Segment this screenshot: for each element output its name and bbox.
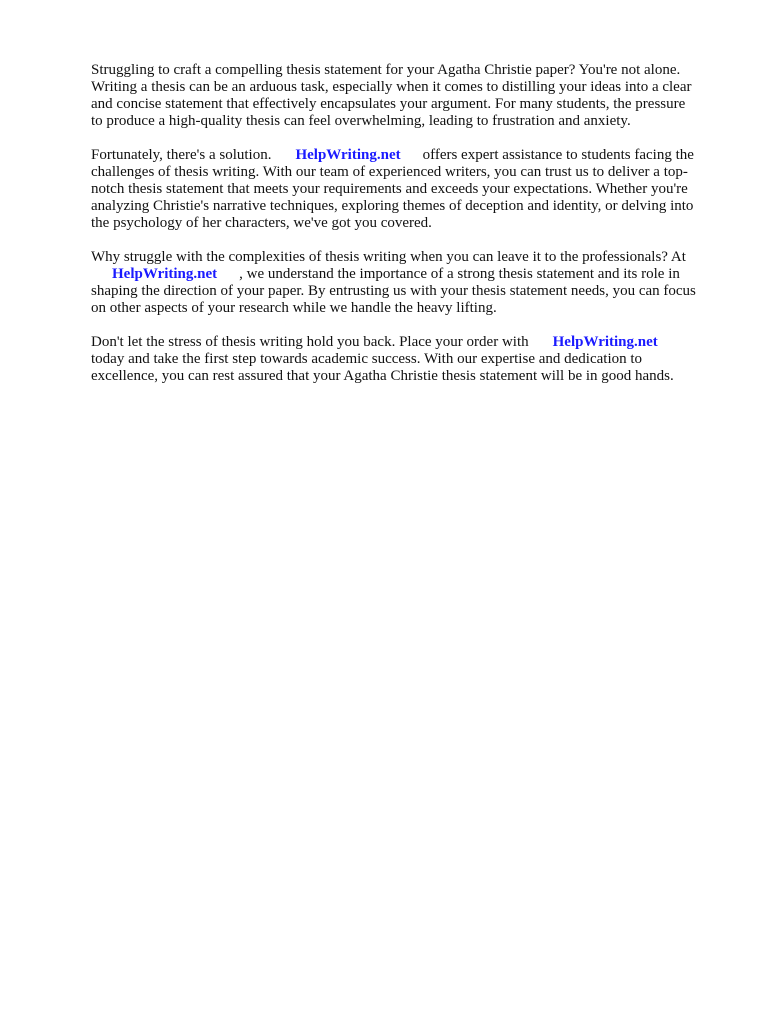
text-line: to produce a high-quality thesis can feel overwhelming, leading to frustration and anxiety. [91,113,631,129]
helpwriting-link[interactable]: HelpWriting.net [295,147,401,163]
text-segment: offers expert assistance to students facing the [422,147,694,163]
text-line: Why struggle with the complexities of thesis writing when you can leave it to the professionals? At [91,249,686,265]
paragraph-solution [91,147,721,232]
document-page [91,62,721,402]
text-line: Struggling to craft a compelling thesis statement for your Agatha Christie paper? You're not alone. [91,62,681,78]
text-line: on other aspects of your research while we handle the heavy lifting. [91,300,497,316]
text-line: today and take the first step towards academic success. With our expertise and dedication to [91,351,643,367]
text-line: the psychology of her characters, we've got you covered. [91,215,432,231]
text-line [91,147,721,164]
text-line [91,334,721,351]
text-line: challenges of thesis writing. With our team of experienced writers, you can trust us to deliver a top- [91,164,688,180]
text-line: shaping the direction of your paper. By entrusting us with your thesis statement needs, you can focus [91,283,696,299]
text-line: excellence, you can rest assured that your Agatha Christie thesis statement will be in good hands. [91,368,674,384]
text-line [91,266,721,283]
helpwriting-link[interactable]: HelpWriting.net [552,334,658,350]
text-line: and concise statement that effectively encapsulates your argument. For many students, the pressure [91,96,686,112]
text-line: notch thesis statement that meets your requirements and exceeds your expectations. Whether you're [91,181,688,197]
helpwriting-link[interactable]: HelpWriting.net [112,266,218,282]
text-segment: , we understand the importance of a strong thesis statement and its role in [239,266,680,282]
text-segment: Don't let the stress of thesis writing hold you back. Place your order with [91,334,529,350]
text-line: analyzing Christie's narrative techniques, exploring themes of deception and identity, or delving into [91,198,694,214]
text-segment: Fortunately, there's a solution. [91,147,272,163]
paragraph-call-to-action [91,334,721,385]
text-line: Writing a thesis can be an arduous task, especially when it comes to distilling your ideas into a clear [91,79,692,95]
paragraph-intro [91,62,721,130]
paragraph-professionals [91,249,721,317]
